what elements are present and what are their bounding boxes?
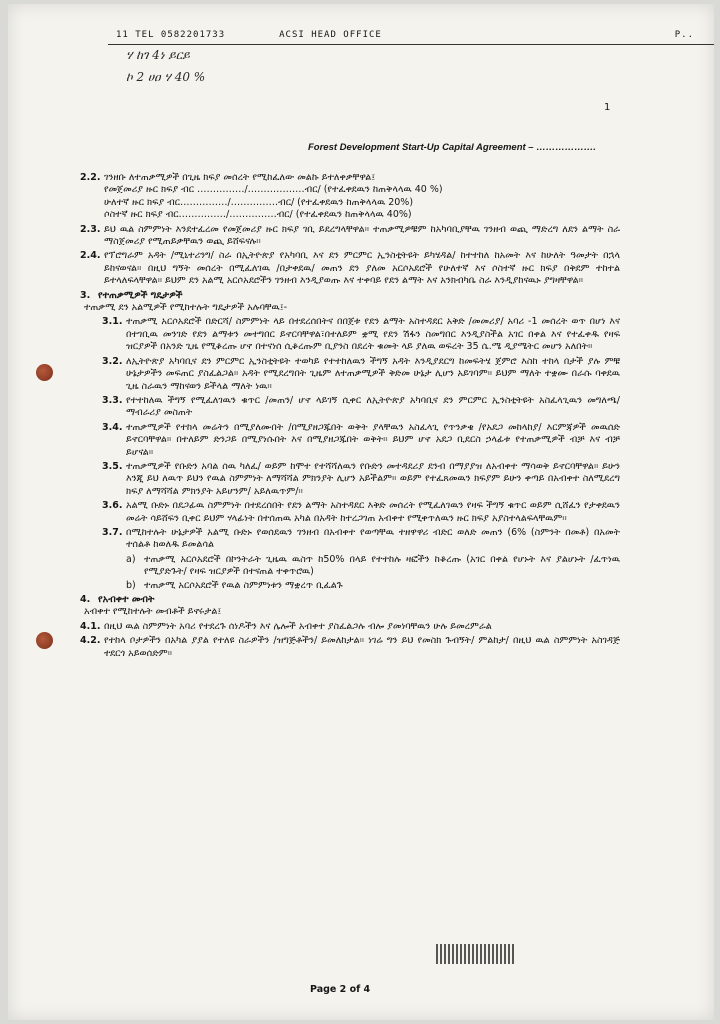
- section-3-heading: [80, 290, 620, 302]
- page-mark: 1: [604, 102, 611, 113]
- clause-line: ሁለተኛ ዙር ክፍያ ብር……………/……………ብር/ (የተፈቀደዉን ከጠቅላላዉ 20%): [104, 196, 414, 208]
- clause-4-2: [80, 635, 620, 660]
- page-number: Page 2 of 4: [310, 984, 371, 995]
- clause-letter: b): [126, 579, 136, 591]
- section-4-lead: አብቀተ የሚከተሉት መብቶች ይኖሩታል፤: [84, 606, 222, 618]
- clause-text: ተጠቃሚዎች የቡድን አባል ሰዉ ካለፈ/ ወይም ከሞተ የተሻሻለዉን የቡድን መተዳደሪያ ደንብ በማያያዝ ለአብቀተ ማሳወቅ ይኖርባቸዋል። ይሁን እንጂ ይህ ለዉጥ ይህን የዉል ስምምነት ለማሻሻል ምክንያት ሊሆን አይችልም። ወይም የተፈጸመዉን ክፍያም ይሁን ቀጣይ በአብቀተ ስለሚደረግ ክፍያ ለማሻሻል ምክንያት አይሆንም/ አይለዉጥም/።: [126, 460, 620, 497]
- document-header: Forest Development Start-Up Capital Agreement – ……………….: [308, 142, 596, 153]
- agreement-body: [80, 172, 620, 662]
- clause-number: 3.7.: [102, 526, 123, 538]
- clause-number: 2.4.: [80, 250, 101, 262]
- clause-number: 2.2.: [80, 172, 101, 183]
- clause-line: የመጀመሪያ ዙር ክፍያ ብር ……………/………………ብር/ (የተፈቀደዉን ከጠቅላላዉ 40 %): [104, 184, 443, 196]
- fax-rule: [108, 44, 714, 45]
- clause-number: 3.3.: [102, 394, 123, 406]
- punch-hole-icon: [36, 364, 53, 381]
- clause-text: ይህ ዉል ስምምነት እንደተፈረመ የመጀመሪያ ዙር ክፍያ ገቢ ይደረግላቸዋል። ተጠቃሚዎቹም ከአካባቢያቸዉ ገንዘብ ወጪ ማድረግ ለደን ልማት ስራ ማስጀመሪያ የሚጠይቃቸዉን ወጪ ይሸፍናሉ።: [104, 223, 620, 248]
- clause-text: ለኢትዮጵያ አካባቢና ደን ምርምር ኢንስቲትዩት ተወካይ የተተከለዉን ችግኝ አዳት እንዲያደርግ ከመፍትሄ ጀምሮ እስከ ተከላ በታች ያሉ ምቹ ሁኔታዎችን መፍጠር ያስፈልጋል። አዳት የሚደረግበት ጊዜም ለተጠቃሚዎች ቅድመ ሁኔታ ሊሆን አይገባም። ይህም ማለት ተቋሙ በራሱ ባቀደዉ ጊዜ ስራዉን ማከናወን ይችላል ማለት ነዉ።: [126, 355, 620, 392]
- clause-3-2: [102, 356, 620, 393]
- clause-text: አልሚ ቡድኑ በደጋፊዉ ስምምነት በተደረሰበት የደን ልማት አስተዳደር እቅድ መሰረት የሚፈለገዉን የዛፍ ችግኝ ቁጥር ወይም ሲሸፈን የታቀደዉን መሬት ሳይሸፍን ቢቀር ይህም ሃላፊነት በተሰጠዉ አካል በአዳት ከተረጋገጠ አብቀተ የሚቀጥለዉን ዙር ክፍያ አያስተላልፍላቸዉም።: [126, 500, 620, 524]
- section-title: የአብቀተ መብት: [98, 594, 155, 605]
- fax-office: ACSI HEAD OFFICE: [279, 30, 382, 40]
- fax-header: [116, 30, 704, 40]
- section-4-heading: [80, 594, 620, 606]
- section-3-lead: ተጠቃሚ ደን አልሚዎች የሚከተሉት ግዴታዎች አሉባቸዉ፤-: [84, 302, 288, 314]
- clause-2-4: [80, 250, 620, 287]
- clause-text: ተጠቃሚ አርሶአደሮች በኮንትራት ጊዜዉ ዉስጥ ከ50% በላይ የተተከሉ ዛፎችን ከቆረጡ (አገር በቀል የሆኑት እና ያልሆኑት /ፈጥነዉ የሚያድጉት/ የዛፍ ዝርያዎች በተናጠል ተቀጥሮዉ): [144, 553, 620, 578]
- clause-number: 2.3.: [80, 223, 101, 235]
- clause-line: ገንዘቡ ለተጠቃሚዎች በጊዜ ክፍያ መሰረት የሚከፈለው መልኩ ይተለቀቃቸዋል፤: [104, 172, 376, 183]
- clause-2-3: [80, 224, 620, 249]
- clause-3-4: [102, 422, 620, 459]
- fax-tel: 11 TEL 0582201733: [116, 30, 226, 40]
- clause-text: ተጠቃሚ አርሶአደሮች የዉል ስምምነቱን ማቋረጥ ቢፈልጉ: [144, 579, 343, 591]
- clause-number: 4.2.: [80, 635, 101, 647]
- clause-number: 3.5.: [102, 460, 123, 472]
- clause-text: በሚከተሉት ሁኔታዎች አልሚ ቡድኑ የወሰደዉን ገንዘብ በአብቀተ የወጣቸዉ ተዘዋዋሪ ብድር ወለድ መጠን (6% (ስምንት በመቶ) በአመት ተሰልቶ ከወለዱ ይመልሳል: [126, 526, 620, 551]
- clause-3-7: [102, 527, 620, 552]
- clause-text: የተተከለዉ ችግኝ የሚፈለገዉን ቁጥር /መጠን/ ሆኖ ላይገኝ ሲቀር ለኢትዮጵያ አካባቢና ደን ምርምር ኢንስቲትዩት አስፈላጊዉን መግለጫ/ማብራሪያ መስጠት: [126, 394, 620, 419]
- clause-number: 4.1.: [80, 620, 101, 632]
- section-title: የተጠቃሚዎች ግዴታዎች: [98, 289, 183, 301]
- clause-number: 3.4.: [102, 421, 123, 433]
- clause-3-7-b: [102, 580, 620, 592]
- clause-number: 3.6.: [102, 500, 123, 512]
- clause-text: ተጠቃሚዎች የተከላ መሬትን በሚያለሙበት /በሚያዘጋጁበት ወቅት ያላቸዉን አስፈላጊ የጥንቃቄ /የአደጋ መከላከያ/ እርምጃዎች መዉሰድ ይኖርባቸዋል። በተለይም ድንጋይ በሚያነሱበት እና በሚያዘጋጁበት ወቅት። ይህም ሆኖ አደጋ ቢደርስ ኃላፊቱ የተጠቃሚዎች ብቻ እና ብቻ ይሆናል።: [126, 421, 620, 458]
- scan-stamp-mark: [436, 944, 514, 964]
- clause-text: ተጠቃሚ አርሶአደሮች በድርሻ/ ስምምነት ላይ በተደረሰበትና በበጀቱ የደን ልማት አስተዳደር አቅድ /መመሪያ/ አባሪ -1 መሰረት ወጥ በሆነ እና በተገቢዉ መንገድ የደን ልማቱን መተግበር ይኖርባቸዋል፣በተለይም ቋሚ የደን ሽፋን ስመግበር እንዲያስችል አገር በቀል እና የተፈቀዱ የዛፍ ዝርያዎች በአንድ ጊዜ የሚቆረጡ ሆኖ በተናነሰ ሲቆረጡም ቢያንስ በደረት ቁመት ላይ ያለዉ ወፍረት 35 ሴ.ሜ ዲያሜትር መሆን አለበት።: [126, 316, 620, 353]
- clause-3-3: [102, 395, 620, 420]
- fax-page-id: P..: [674, 30, 694, 40]
- clause-line: ሶስተኛ ዙር ክፍያ ብር……………/……………ብር/ (የተፈቀደዉን ከጠቅላላዉ 40%): [104, 209, 412, 221]
- clause-3-1: [102, 316, 620, 353]
- clause-3-7-a: [102, 554, 620, 579]
- clause-2-2: [80, 172, 620, 222]
- clause-text: የተከላ ቦታዎችን በአካል ያያል የተለዩ ስራዎችን /ዝግጅቶችን/ ይመለከታል። ነገሬ ግን ይህ የመስክ ጉብኝት/ ምልከታ/ በዚህ ዉል ስምምነት አስገዳጅ ተደርጎ አይወሰድም።: [104, 635, 620, 659]
- handwritten-note-2: ኮ 2 ሀዐ ሃ 40 %: [126, 70, 206, 84]
- punch-hole-icon: [36, 632, 53, 649]
- clause-3-5: [102, 461, 620, 498]
- document-page: [8, 4, 714, 1020]
- clause-3-6: [102, 500, 620, 525]
- clause-number: 3.2.: [102, 355, 123, 367]
- clause-text: በዚህ ዉል ስምምነት አባሪ የተደረጉ ሰነዶችን እና ሌሎች አብቀተ ያስፈልጋሉ ብሎ ያመነባቸዉን ሁሉ ይመረምራል: [104, 620, 492, 632]
- clause-letter: a): [126, 553, 136, 565]
- section-number: 3.: [80, 289, 91, 301]
- section-number: 4.: [80, 594, 91, 605]
- clause-number: 3.1.: [102, 316, 123, 328]
- handwritten-note-1: ሃ ከገ 4ነ ይርይ: [126, 48, 190, 62]
- clause-4-1: [80, 621, 620, 633]
- clause-text: የፕሮግራም አዳት /ሚኒተሪንግ/ ስራ በኢትዮጵያ የአካባቢ እና ደን ምርምር ኢንስቲትዩት ይካሄዳል/ ከተተከለ ከአመት እና ከሁለት ዓመታት በኋላ ይከናወናል። በዚህ ግኝት መሰረት በሚፈለገዉ /በታቀደዉ/ መጠን ደን ያለመ አርሶአደሮች የሁለተኛ እና ሶስተኛ ዙር ክፍያ በቅደም ተከተል ይተላለፍላቸዋል። ይህም ደን አልሚ አርሶአደሮችን ገንዘብ እንዲያወጡ እና ተቀባይ የደን ልማት እና አንክብካቤ ስራ እንዲያከናዉኑ ያግዛቸዋል።: [104, 250, 620, 287]
